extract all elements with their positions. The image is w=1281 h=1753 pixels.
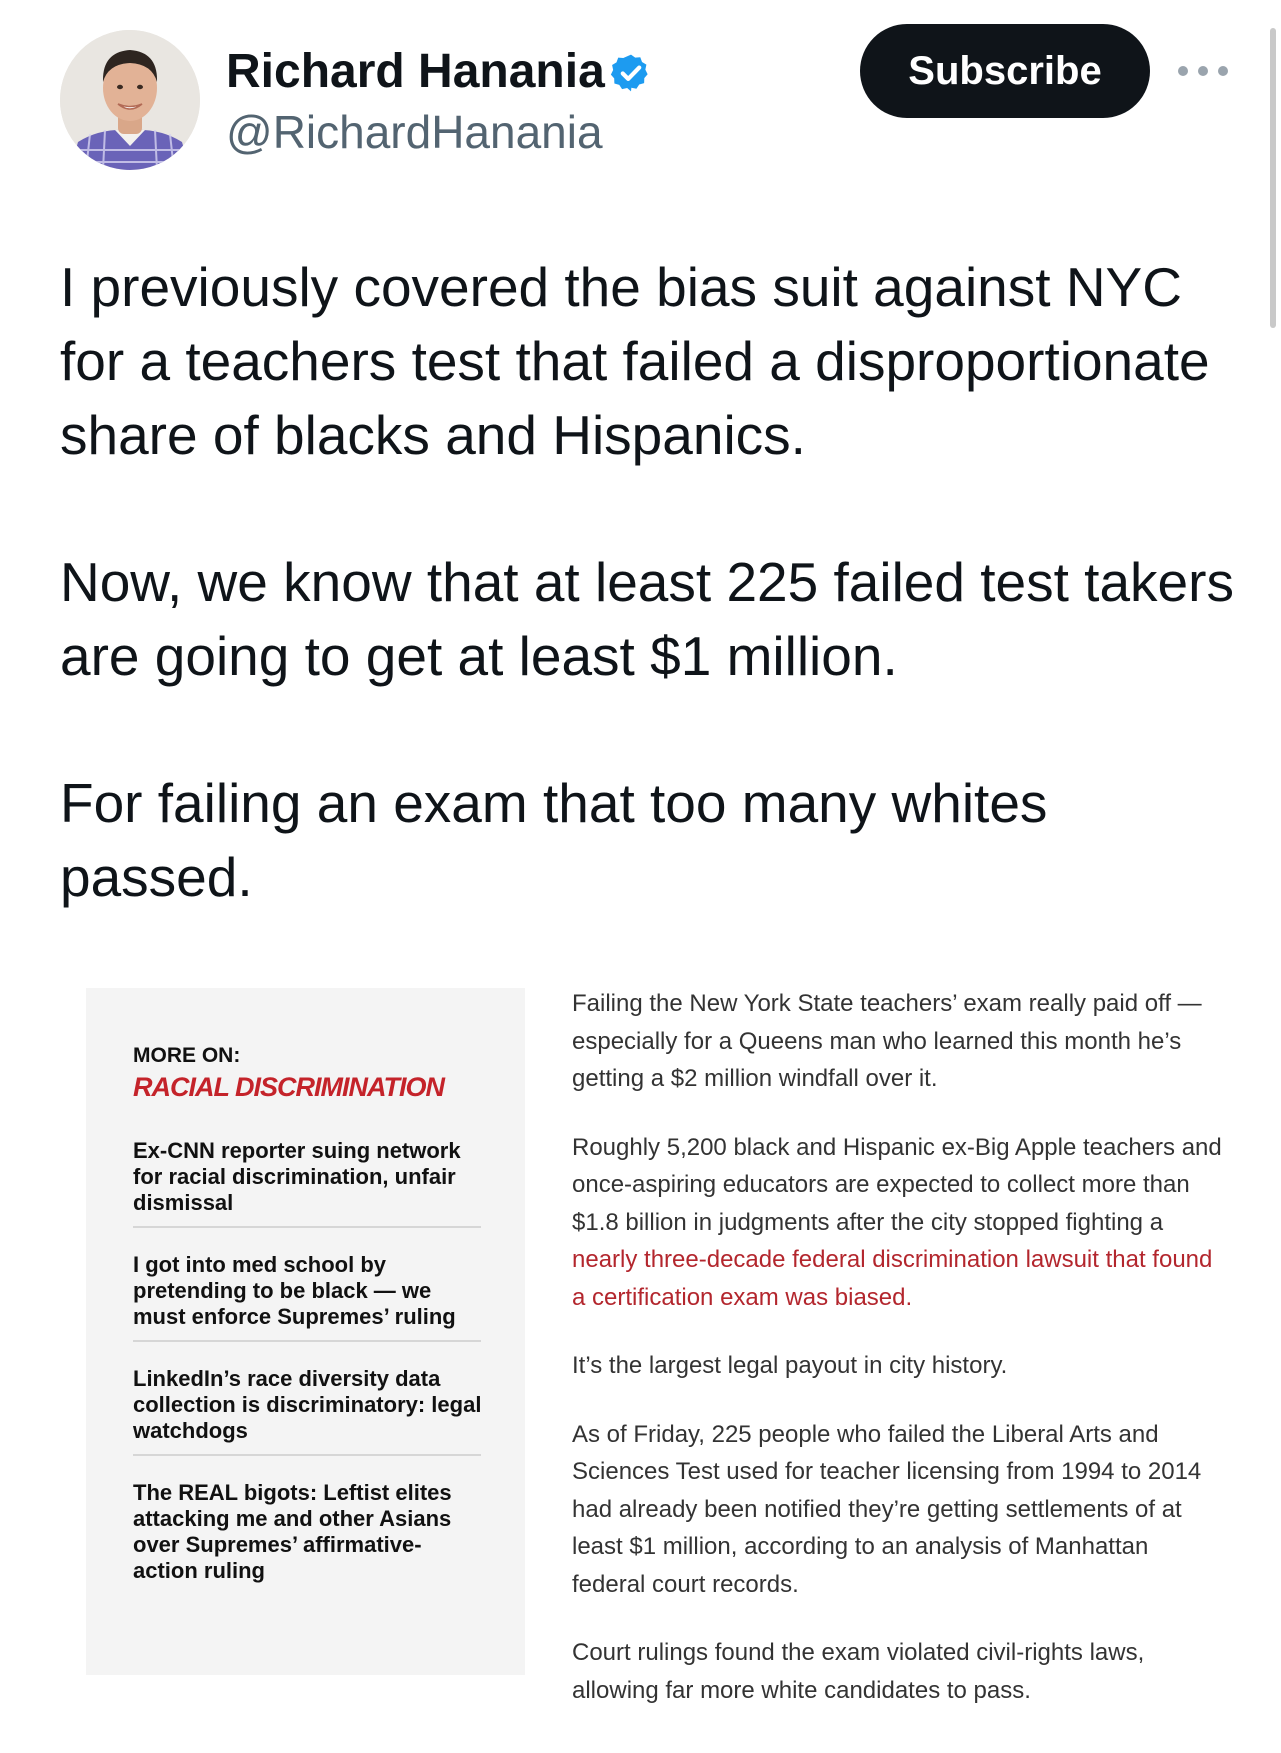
related-article[interactable]: Ex-CNN reporter suing network for racial discrimination, unfair dismissal	[133, 1138, 461, 1215]
divider	[133, 1340, 481, 1342]
article-line: $1.8 billion in judgments after the city stopped fighting a	[572, 1208, 1164, 1236]
article-body	[572, 985, 1240, 1723]
more-options-icon[interactable]	[1178, 56, 1228, 86]
related-article[interactable]: LinkedIn’s race diversity data collection is discriminatory: legal watchdogs	[133, 1366, 482, 1443]
page-scrollbar[interactable]	[1270, 28, 1276, 328]
more-on-heading: MORE ON:	[133, 1044, 241, 1067]
tweet-text	[60, 250, 1250, 987]
article-line: Roughly 5,200 black and Hispanic ex-Big Apple teachers and	[572, 1133, 1222, 1161]
tweet-media-image[interactable]	[60, 975, 1240, 1723]
related-article[interactable]: I got into med school by pretending to be black — we must enforce Supremes’ ruling	[133, 1252, 456, 1329]
author-name[interactable]: Richard Hanania	[226, 45, 605, 98]
article-line: As of Friday, 225 people who failed the Liberal Arts and	[572, 1420, 1159, 1448]
divider	[133, 1226, 481, 1228]
article-paragraph	[572, 1416, 1240, 1604]
article-line: least $1 million, according to an analysis of Manhattan	[572, 1533, 1149, 1560]
article-paragraph	[572, 1634, 1240, 1709]
article-line: Court rulings found the exam violated civil-rights laws,	[572, 1639, 1145, 1666]
divider	[133, 1454, 481, 1456]
article-paragraph	[572, 1347, 1240, 1385]
article-line: getting a $2 million windfall over it.	[572, 1065, 938, 1092]
tweet-paragraph: I previously covered the bias suit against NYC for a teachers test that failed a disproportionate share of blacks and Hispanics.	[60, 256, 1210, 466]
article-line: Failing the New York State teachers’ exam really paid off —	[572, 990, 1202, 1017]
article-paragraph	[572, 1129, 1240, 1317]
tweet-paragraph: For failing an exam that too many whites passed.	[60, 772, 1048, 908]
article-line: It’s the largest legal payout in city history.	[572, 1352, 1008, 1379]
dot	[1218, 66, 1228, 76]
article-link[interactable]: nearly three-decade federal discrimination lawsuit that found	[572, 1246, 1213, 1273]
article-line: especially for a Queens man who learned this month he’s	[572, 1027, 1182, 1055]
dot	[1178, 66, 1188, 76]
author-handle[interactable]: @RichardHanania	[226, 106, 603, 158]
article-line: Sciences Test used for teacher licensing from 1994 to 2014	[572, 1458, 1202, 1485]
article-line: once-aspiring educators are expected to collect more than	[572, 1171, 1190, 1198]
article-line: had already been notified they’re getting settlements of at	[572, 1495, 1182, 1523]
article-link[interactable]: a certification exam was biased.	[572, 1283, 913, 1311]
article-line: allowing far more white candidates to pass.	[572, 1676, 1031, 1704]
avatar[interactable]	[60, 30, 200, 170]
dot	[1198, 66, 1208, 76]
related-articles-box	[86, 988, 525, 1675]
article-line: federal court records.	[572, 1570, 799, 1598]
topic-label: RACIAL DISCRIMINATION	[133, 1072, 444, 1102]
verified-badge-icon	[610, 52, 652, 94]
related-article[interactable]: The REAL bigots: Leftist elites attacking me and other Asians over Supremes’ affirmative-action ruling	[133, 1480, 452, 1583]
tweet-paragraph: Now, we know that at least 225 failed test takers are going to get at least $1 million.	[60, 551, 1234, 687]
subscribe-button[interactable]: Subscribe	[860, 24, 1150, 118]
avatar-photo	[60, 30, 200, 170]
article-paragraph	[572, 985, 1240, 1098]
